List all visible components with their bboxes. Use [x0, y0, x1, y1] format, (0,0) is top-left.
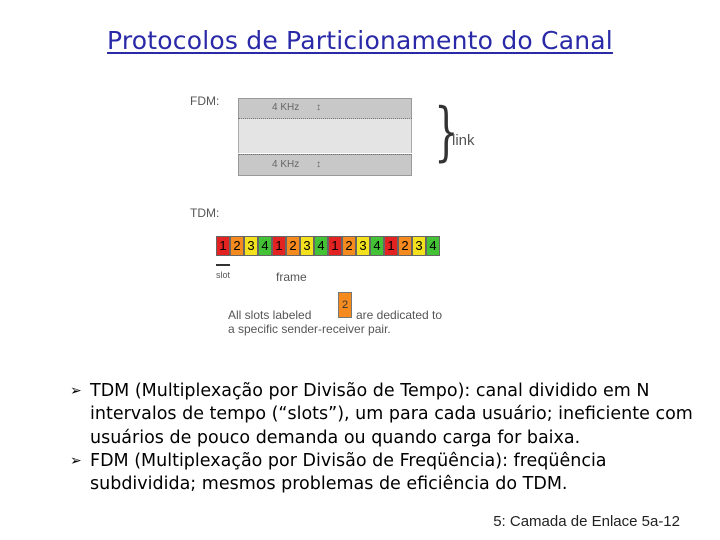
tdm-slot: 1 — [272, 236, 286, 256]
khz-label-bottom: 4 KHz — [272, 159, 300, 170]
tdm-slot: 3 — [300, 236, 314, 256]
slot-caption: slot — [216, 270, 231, 280]
bullet-arrow-icon: ➢ — [70, 452, 82, 469]
arrow-icon: ↕ — [316, 102, 321, 113]
legend-slot-swatch: 2 — [338, 292, 352, 318]
tdm-slot: 1 — [328, 236, 342, 256]
brace-icon: } — [434, 95, 459, 169]
tdm-slot: 2 — [342, 236, 356, 256]
tdm-slot: 1 — [384, 236, 398, 256]
bullet-list — [70, 380, 700, 496]
fdm-divider-bottom — [238, 154, 412, 155]
legend-suffix: are dedicated to — [356, 308, 443, 322]
bullet-arrow-icon: ➢ — [70, 383, 82, 399]
slide-title: Protocolos de Particionamento do Canal — [107, 26, 613, 55]
fdm-band-middle — [238, 119, 412, 153]
frame-caption: frame — [276, 270, 307, 284]
fdm-divider-top — [238, 118, 412, 119]
arrow-icon: ↕ — [316, 159, 321, 170]
khz-label-top: 4 KHz — [272, 102, 300, 113]
bullet-item — [70, 450, 700, 497]
bullet-text: FDM (Multiplexação por Divisão de Freqüência): freqüência subdividida; mesmos problemas de eficiência do TDM. — [90, 450, 607, 495]
tdm-slot: 4 — [370, 236, 384, 256]
legend-prefix: All slots labeled — [228, 308, 312, 322]
tdm-slot: 2 — [286, 236, 300, 256]
bullet-item — [70, 380, 700, 450]
fdm-band-bottom — [238, 154, 412, 176]
tdm-slot-row — [216, 236, 440, 256]
tdm-slot: 1 — [216, 236, 230, 256]
tdm-slot: 4 — [258, 236, 272, 256]
bullet-text: TDM (Multiplexação por Divisão de Tempo): canal dividido em N intervalos de tempo (“slots”), um para cada usuário; ineficiente com usuários de pouco demanda ou quando carga for baixa. — [90, 381, 693, 448]
tdm-label: TDM: — [190, 206, 220, 220]
fdm-label: FDM: — [190, 94, 220, 108]
tdm-slot: 2 — [230, 236, 244, 256]
slide-footer: 5: Camada de Enlace 5a-12 — [493, 513, 680, 530]
fdm-tdm-figure — [180, 88, 480, 338]
link-label: link — [452, 132, 475, 149]
slot-marker — [216, 264, 230, 266]
tdm-slot: 3 — [244, 236, 258, 256]
tdm-slot: 2 — [398, 236, 412, 256]
tdm-slot: 3 — [356, 236, 370, 256]
tdm-slot: 4 — [426, 236, 440, 256]
fdm-band-top — [238, 98, 412, 120]
tdm-slot: 3 — [412, 236, 426, 256]
tdm-slot: 4 — [314, 236, 328, 256]
legend-line2: a specific sender-receiver pair. — [228, 322, 391, 336]
